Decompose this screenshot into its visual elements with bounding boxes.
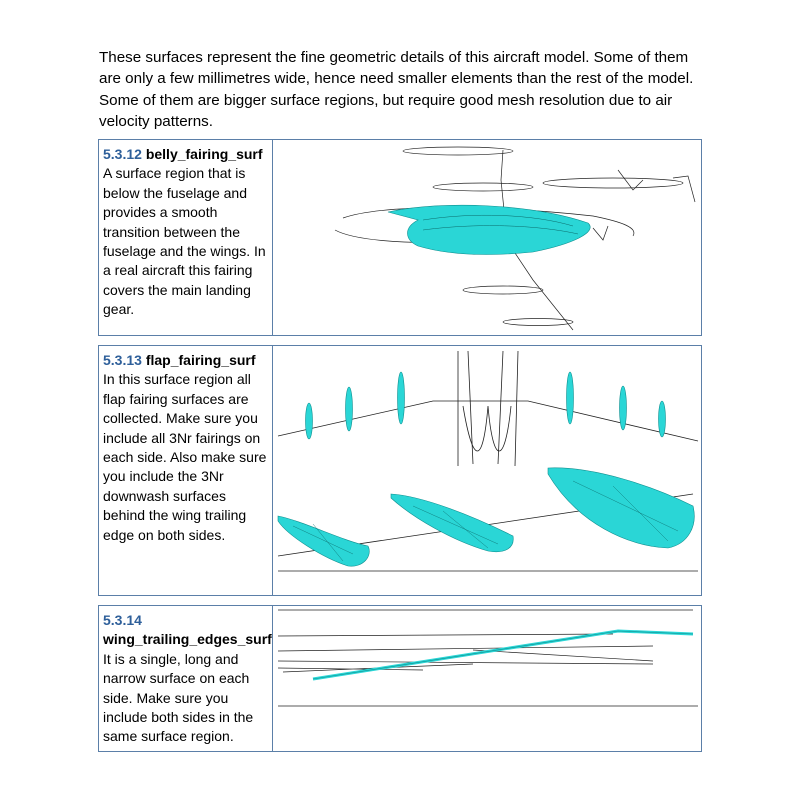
section-description: It is a single, long and narrow surface on each side. Make sure you include both sides in the same surface region. <box>103 650 254 745</box>
downwash-surface-3 <box>548 468 694 548</box>
section-description: In this surface region all flap fairing surfaces are collected. Make sure you include all 3Nr fairings on each side. Also make sure you include the 3Nr downwash surfaces behind the wing trailing edge on both sides. <box>103 371 267 543</box>
section-name: belly_fairing_surf <box>145 146 263 162</box>
trailing-edge-surface <box>313 631 693 679</box>
belly-fairing-render <box>273 140 701 335</box>
section-number: 5.3.12 <box>103 146 142 162</box>
section-name: flap_fairing_surf <box>145 352 256 368</box>
intro-paragraph: These surfaces represent the fine geometric details of this aircraft model. Some of them are only a few millimetres wide, hence need smaller elements than the rest of the model. Some of them are bigger surface regions, but require good mesh resolution due to air velocity patterns. <box>99 49 694 130</box>
wing-trailing-edges-render <box>273 606 701 751</box>
fairing-right-2 <box>620 386 627 430</box>
section-flap-fairing <box>98 345 702 596</box>
fairing-right-3 <box>659 401 666 437</box>
section-text-cell <box>99 140 273 335</box>
section-text-cell <box>99 606 273 751</box>
flap-fairing-image <box>273 346 701 595</box>
downwash-surface-1 <box>278 516 369 566</box>
section-name: wing_trailing_edges_surf <box>103 631 272 648</box>
fairing-right-1 <box>567 372 574 424</box>
fairing-left-2 <box>346 387 353 431</box>
wing-trailing-edges-image <box>273 606 701 751</box>
section-number: 5.3.14 <box>103 612 142 628</box>
section-belly-fairing <box>98 139 702 336</box>
section-number: 5.3.13 <box>103 352 142 368</box>
belly-fairing-image <box>273 140 701 335</box>
fairing-left-1 <box>306 403 313 439</box>
section-wing-trailing-edges <box>98 605 702 752</box>
fairing-left-3 <box>398 372 405 424</box>
section-description: A surface region that is below the fuselage and provides a smooth transition between the fuselage and the wings. In a real aircraft this fairing covers the main landing gear. <box>103 165 266 318</box>
downwash-surface-2 <box>391 494 513 552</box>
section-text-cell <box>99 346 273 595</box>
flap-fairing-render <box>273 346 701 595</box>
